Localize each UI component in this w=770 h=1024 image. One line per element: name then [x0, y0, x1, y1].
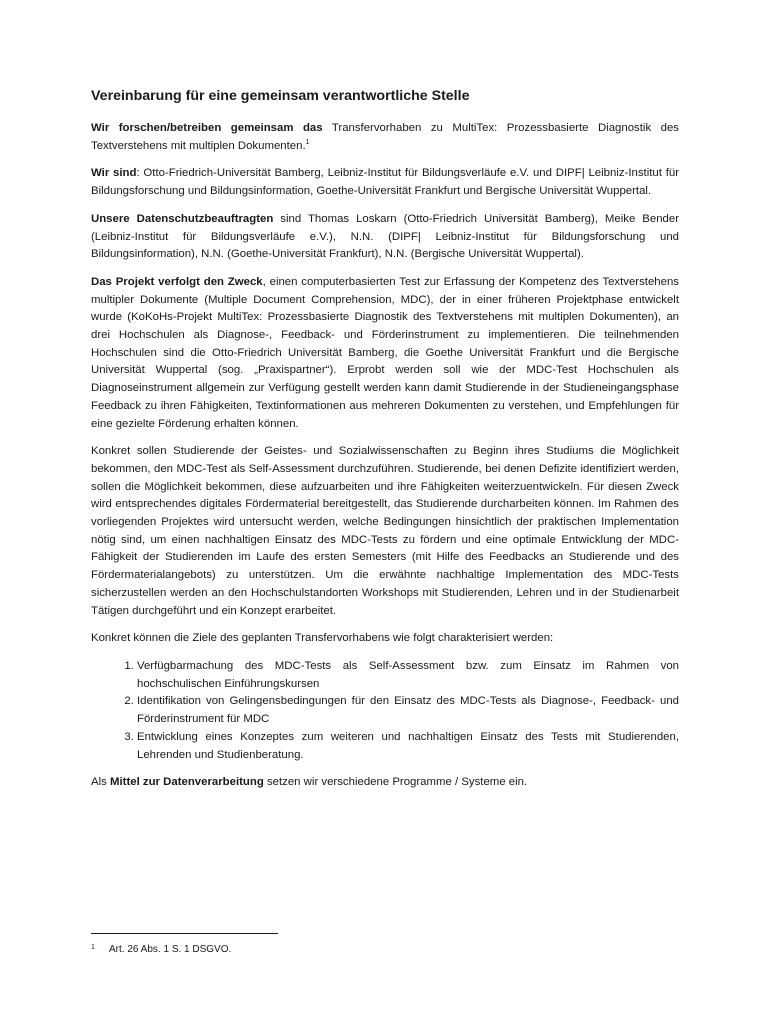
- paragraph-lead: Das Projekt verfolgt den Zweck: [91, 275, 263, 288]
- footnote-number: 1: [91, 944, 95, 951]
- goals-list: [91, 658, 679, 764]
- paragraph-text: , einen computerbasierten Test zur Erfassung der Kompetenz des Textverstehens multipler Dokumente (Multiple Document Comprehension, MDC), der in einer früheren Projektphase entwickelt wurde (KoKoHs-Projekt MultiTex: Prozessbasierte Diagnostik des Textverstehens mit multiplen Dokumenten), an drei Hochschulen als Diagnose-, Feedback- und Förderinstrument zu implementieren. Die teilnehmenden Hochschulen sind die Otto-Friedrich Universität Bamberg, die Goethe Universität Frankfurt und die Bergische Universität Wuppertal (sog. „Praxispartner“). Erprobt werden soll wie der MDC-Test Hochschulen als Diagnoseinstrument allgemein zur Verfügung gestellt werden kann damit Studierende in der Studieneingangsphase Feedback zu ihren Fähigkeiten, Textinformationen aus mehreren Dokumenten zu verstehen, und Empfehlungen für eine gezielte Förderung erhalten können.: [91, 275, 679, 430]
- list-item: 1. Verfügbarmachung des MDC-Tests als Self-Assessment bzw. zum Einsatz im Rahmen von hochschulischen Einführungskursen: [137, 658, 679, 693]
- paragraph-lead: Unsere Datenschutzbeauftragten: [91, 212, 274, 225]
- paragraph-text: Transfervorhaben zu MultiTex: Prozessbasierte Diagnostik des Textverstehens mit multiplen Dokumenten.: [91, 122, 679, 152]
- list-item: 3. Entwicklung eines Konzeptes zum weiteren und nachhaltigen Einsatz des Tests mit Studierenden, Lehrenden und Studienberatung.: [137, 729, 679, 764]
- paragraph-lead: Wir sind: [91, 167, 137, 180]
- footnote-text: Art. 26 Abs. 1 S. 1 DSGVO.: [109, 944, 232, 955]
- paragraph-text: sind Thomas Loskarn (Otto-Friedrich Universität Bamberg), Meike Bender (Leibniz-Institut für Bildungsverläufe e.V.), N.N. (DIPF| Leibniz-Institut für Bildungsforschung und Bildungsinformation), N.N. (Goethe-Universität Frankfurt), N.N. (Bergische Universität Wuppertal).: [91, 212, 679, 261]
- paragraph-lead: Wir forschen/betreiben gemeinsam das: [91, 122, 323, 134]
- footnote: [91, 941, 231, 957]
- paragraph-lead: Mittel zur Datenverarbeitung: [110, 776, 264, 789]
- list-item: 2. Identifikation von Gelingensbedingungen für den Einsatz des MDC-Tests als Diagnose-, Feedback- und Förderinstrument für MDC: [137, 693, 679, 728]
- paragraph-project-purpose: [91, 274, 679, 433]
- paragraph-concrete-goals: Konkret sollen Studierende der Geistes- und Sozialwissenschaften zu Beginn ihres Studiums die Möglichkeit bekommen, den MDC-Test als Self-Assessment durchzuführen. Studierende, bei denen Defizite identifiziert werden, sollen die Möglichkeit bekommen, diese aufzuarbeiten und ihre Fähigkeiten weiterzuentwickeln. Für diesen Zweck wird entsprechendes digitales Fördermaterial bereitgestellt, das Studierende durcharbeiten können. Im Rahmen des vorliegenden Projektes wird untersucht werden, welche Bedingungen hinsichtlich der praktischen Implementation nötig sind, um einen nachhaltigen Einsatz des MDC-Tests zu fördern und eine optimale Entwicklung der MDC-Fähigkeit der Studierenden im Laufe des ersten Semesters (mit Hilfe des Feedbacks an Studierende und des Fördermaterialangebots) zu unterstützen. Um die erwähnte nachhaltige Implementation des MDC-Tests sicherzustellen werden an den Hochschulstandorten Workshops mit Studierenden, Lehren und in der Studienarbeit Tätigen durchgeführt und ein Konzept erarbeitet.: [91, 445, 679, 617]
- paragraph-goals-intro: Konkret können die Ziele des geplanten Transfervorhabens wie folgt charakterisiert werden:: [91, 632, 554, 645]
- paragraph-text: setzen wir verschiedene Programme / Systeme ein.: [263, 776, 528, 789]
- footnote-separator: [91, 933, 278, 934]
- footnote-reference: 1: [305, 138, 310, 146]
- document-title: Vereinbarung für eine gemeinsam verantwortliche Stelle: [91, 88, 470, 104]
- paragraph-research: [91, 120, 679, 155]
- document-body: [91, 86, 679, 802]
- paragraph-partners: [91, 165, 679, 200]
- paragraph-text: : Otto-Friedrich-Universität Bamberg, Leibniz-Institut für Bildungsverläufe e.V. und DIPF| Leibniz-Institut für Bildungsforschung und Bildungsinformation, Goethe-Universität Frankfurt und Bergische Universität Wuppertal.: [91, 167, 679, 198]
- paragraph-data-processing: [91, 774, 679, 792]
- paragraph-data-protection-officers: [91, 211, 679, 264]
- paragraph-prefix: Als: [91, 776, 110, 789]
